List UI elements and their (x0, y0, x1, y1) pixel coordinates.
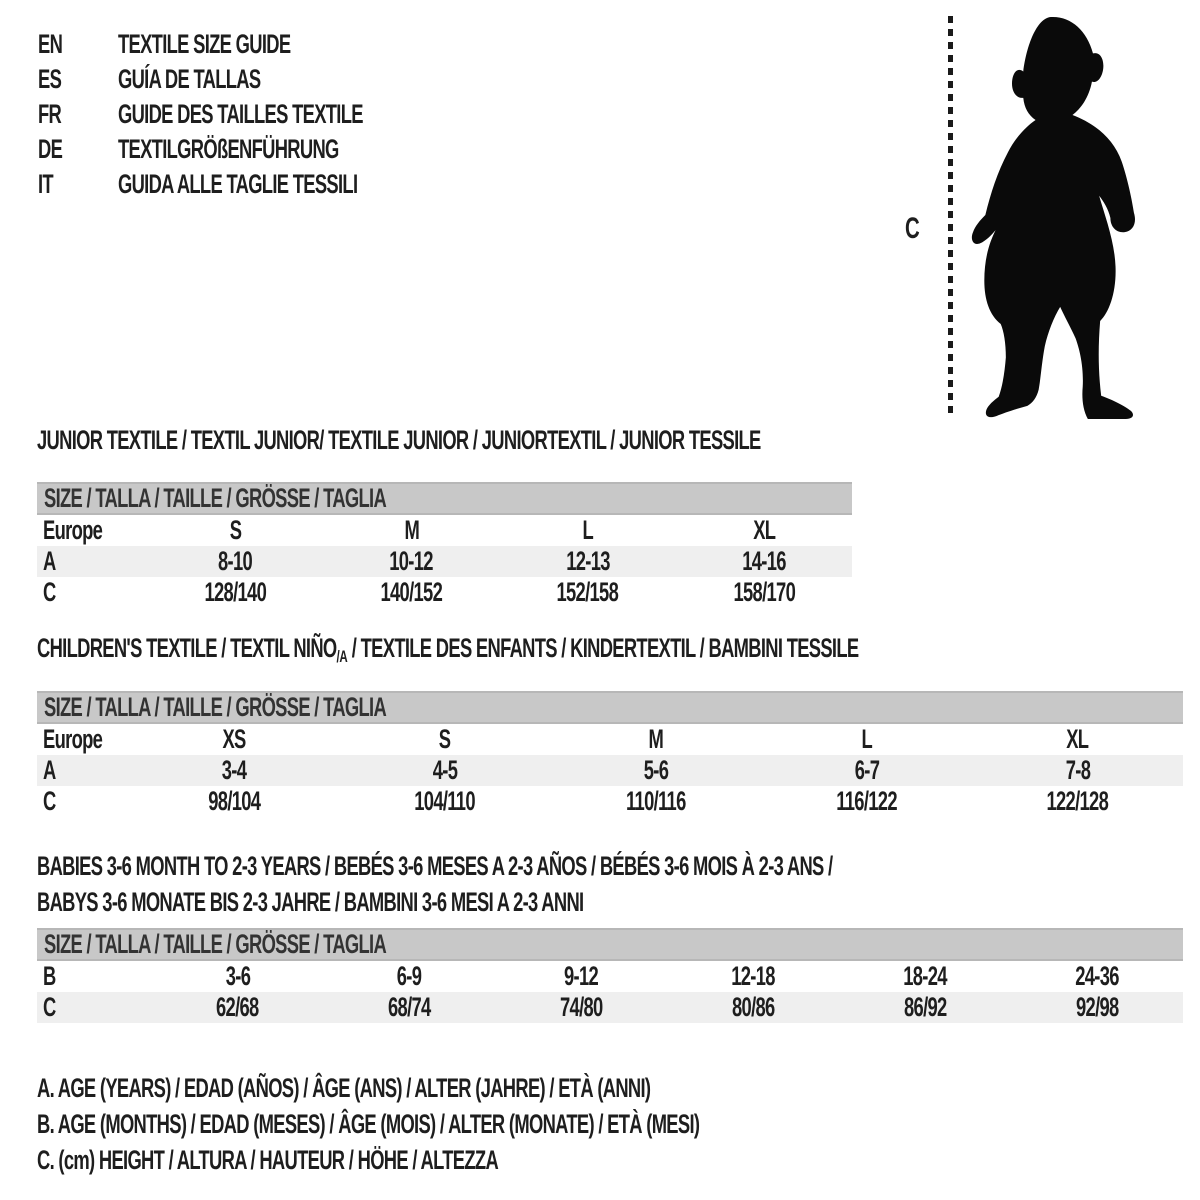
language-code: DE (38, 134, 63, 164)
row-label-cell: B (43, 961, 56, 991)
value-cell: 116/122 (836, 786, 897, 816)
value-cell: 3-4 (221, 755, 247, 785)
language-label: TEXTILE SIZE GUIDE (118, 29, 291, 59)
language-row-en (38, 27, 478, 62)
babies-textile-section (37, 848, 1183, 1023)
language-row-it (38, 167, 478, 202)
value-cell: 12-18 (731, 961, 775, 991)
language-label: GUIDA ALLE TAGLIE TESSILI (118, 169, 358, 199)
value-cell: L (582, 515, 593, 545)
size-table-row-europe (37, 724, 1183, 755)
value-cell: 3-6 (225, 961, 250, 991)
language-label: TEXTILGRÖßENFÜHRUNG (118, 134, 339, 164)
value-cell: 140/152 (380, 577, 443, 607)
size-header-bar: SIZE / TALLA / TAILLE / GRÖSSE / TAGLIA (37, 482, 852, 515)
value-cell: L (861, 724, 872, 754)
row-label-cell: Europe (43, 724, 103, 754)
value-cell: 18-24 (903, 961, 947, 991)
value-cell: S (439, 724, 451, 754)
babies-size-table (37, 961, 1183, 1023)
value-cell: XL (1066, 724, 1089, 754)
value-cell: 98/104 (208, 786, 261, 816)
height-measure-dashed-line (948, 16, 953, 416)
value-cell: XL (752, 515, 775, 545)
row-label-cell: A (43, 546, 56, 576)
value-cell: M (648, 724, 664, 754)
value-cell: 14-16 (742, 546, 786, 576)
value-cell: 6-9 (397, 961, 422, 991)
value-cell: 6-7 (854, 755, 879, 785)
value-cell: 128/140 (204, 577, 266, 607)
value-cell: 86/92 (903, 992, 947, 1022)
legend-line-b: B. AGE (MONTHS) / EDAD (MESES) / ÂGE (MOIS) / ALTER (MONATE) / ETÀ (MESI) (37, 1109, 700, 1139)
row-label-cell: C (43, 786, 56, 816)
value-cell: 10-12 (389, 546, 434, 576)
size-table-row-europe (37, 515, 852, 546)
junior-textile-title: JUNIOR TEXTILE / TEXTIL JUNIOR/ TEXTILE JUNIOR / JUNIORTEXTIL / JUNIOR TESSILE (37, 425, 761, 455)
language-code: FR (38, 99, 62, 129)
value-cell: 80/86 (731, 992, 775, 1022)
size-header-bar: SIZE / TALLA / TAILLE / GRÖSSE / TAGLIA (37, 928, 1183, 961)
value-cell: 104/110 (414, 786, 476, 816)
language-guide (38, 27, 478, 202)
value-cell: 12-13 (565, 546, 610, 576)
babies-title-line1: BABIES 3-6 MONTH TO 2-3 YEARS / BEBÉS 3-6 MESES A 2-3 AÑOS / BÉBÉS 3-6 MOIS À 2-3 ANS / (37, 851, 833, 881)
size-table-row-c (37, 992, 1183, 1023)
value-cell: S (229, 515, 241, 545)
children-textile-title (37, 633, 1183, 666)
babies-title-line2: BABYS 3-6 MONATE BIS 2-3 JAHRE / BAMBINI 3-6 MESI A 2-3 ANNI (37, 887, 584, 917)
language-row-de (38, 132, 478, 167)
value-cell: 74/80 (560, 992, 603, 1022)
value-cell: 4-5 (432, 755, 458, 785)
language-code: ES (38, 64, 62, 94)
language-code: EN (38, 29, 63, 59)
children-size-table (37, 724, 1183, 817)
value-cell: 5-6 (643, 755, 669, 785)
value-cell: 122/128 (1046, 786, 1109, 816)
size-table-row-c (37, 577, 852, 608)
children-title-sub: /A (336, 647, 348, 666)
legend-line-a: A. AGE (YEARS) / EDAD (AÑOS) / ÂGE (ANS) / ALTER (JAHRE) / ETÀ (ANNI) (37, 1073, 651, 1103)
value-cell: M (404, 515, 419, 545)
size-table-row-c (37, 786, 1183, 817)
language-row-fr (38, 97, 478, 132)
row-label-cell: C (43, 992, 56, 1022)
babies-textile-title (37, 848, 1183, 920)
legend-line-c: C. (cm) HEIGHT / ALTURA / HAUTEUR / HÖHE / ALTEZZA (37, 1145, 499, 1175)
size-table-row-a (37, 546, 852, 577)
baby-silhouette-figure (971, 15, 1135, 419)
language-label: GUÍA DE TALLAS (118, 64, 261, 94)
row-label-cell: Europe (43, 515, 103, 545)
language-code: IT (38, 169, 53, 199)
row-label-cell: C (43, 577, 56, 607)
junior-textile-section (37, 425, 852, 608)
value-cell: XS (222, 724, 246, 754)
size-header-bar: SIZE / TALLA / TAILLE / GRÖSSE / TAGLIA (37, 691, 1183, 724)
value-cell: 24-36 (1075, 961, 1119, 991)
size-table-row-b (37, 961, 1183, 992)
size-table-row-a (37, 755, 1183, 786)
value-cell: 68/74 (388, 992, 431, 1022)
value-cell: 158/170 (733, 577, 795, 607)
value-cell: 62/68 (216, 992, 259, 1022)
children-title-text: / TEXTILE DES ENFANTS / KINDERTEXTIL / BAMBINI TESSILE (347, 633, 859, 663)
value-cell: 152/158 (556, 577, 619, 607)
children-title-text: CHILDREN'S TEXTILE / TEXTIL NIÑO (37, 633, 337, 663)
value-cell: 8-10 (218, 546, 253, 576)
children-textile-section (37, 633, 1183, 817)
value-cell: 110/116 (626, 786, 686, 816)
row-label-cell: A (43, 755, 56, 785)
legend (37, 1070, 1011, 1178)
junior-size-table (37, 515, 852, 608)
value-cell: 7-8 (1065, 755, 1090, 785)
value-cell: 92/98 (1075, 992, 1119, 1022)
height-measure-label: C (905, 212, 920, 245)
language-row-es (38, 62, 478, 97)
value-cell: 9-12 (564, 961, 599, 991)
language-label: GUIDE DES TAILLES TEXTILE (118, 99, 363, 129)
